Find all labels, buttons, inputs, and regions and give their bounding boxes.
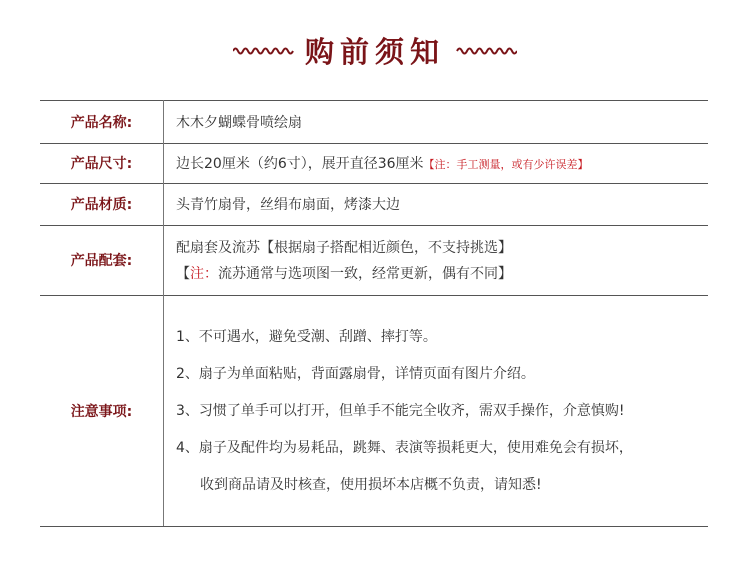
row-product-name bbox=[40, 100, 708, 143]
product-size-text: 边长20厘米（约6寸），展开直径36厘米 bbox=[176, 156, 424, 172]
product-size-note: 【注：手工测量，或有少许误差】 bbox=[423, 158, 589, 171]
product-material-text: 头青竹扇骨，丝绢布扇面，烤漆大边 bbox=[176, 197, 400, 213]
product-name-label: 产品名称: bbox=[70, 114, 133, 131]
page-title: 购前须知 bbox=[304, 34, 445, 69]
product-material-value bbox=[176, 183, 704, 225]
page-header bbox=[0, 30, 750, 70]
note-item: 2、扇子为单面粘贴，背面露扇骨，详情页面有图片介绍。 bbox=[176, 365, 535, 382]
accessories-note-text: 流苏通常与选项图一致，经常更新，偶有不同】 bbox=[218, 266, 512, 282]
row-product-accessories bbox=[40, 225, 708, 295]
product-material-label: 产品材质: bbox=[70, 197, 133, 213]
accessories-line-1: 配扇套及流苏【根据扇子搭配相近颜色，不支持挑选】 bbox=[176, 240, 512, 256]
note-item: 4、扇子及配件均为易耗品，跳舞、表演等损耗更大，使用难免会有损坏， bbox=[176, 439, 633, 456]
notes-list bbox=[176, 295, 704, 526]
accessories-line-2 bbox=[176, 263, 704, 283]
accessories-note-prefix: 注： bbox=[190, 266, 218, 282]
row-notes bbox=[40, 295, 708, 526]
right-wave-ornament bbox=[455, 45, 517, 55]
row-product-size bbox=[40, 143, 708, 183]
product-accessories-label: 产品配套: bbox=[70, 253, 133, 269]
accessories-note-bracket: 【 bbox=[176, 266, 190, 282]
notes-label: 注意事项: bbox=[70, 403, 133, 420]
note-item: 1、不可遇水，避免受潮、刮蹭、摔打等。 bbox=[176, 328, 437, 345]
product-size-value bbox=[176, 143, 704, 183]
product-accessories-value bbox=[176, 225, 704, 295]
note-item: 3、习惯了单手可以打开，但单手不能完全收齐，需双手操作，介意慎购! bbox=[176, 402, 625, 419]
product-name-text: 木木夕蝴蝶骨喷绘扇 bbox=[176, 114, 302, 131]
product-size-label: 产品尺寸: bbox=[70, 156, 133, 172]
table-border-bottom bbox=[40, 526, 708, 527]
note-item-continuation: 收到商品请及时核查，使用损坏本店概不负责，请知悉! bbox=[200, 476, 542, 493]
row-product-material bbox=[40, 183, 708, 225]
product-name-value bbox=[176, 100, 704, 143]
left-wave-ornament bbox=[233, 45, 295, 55]
